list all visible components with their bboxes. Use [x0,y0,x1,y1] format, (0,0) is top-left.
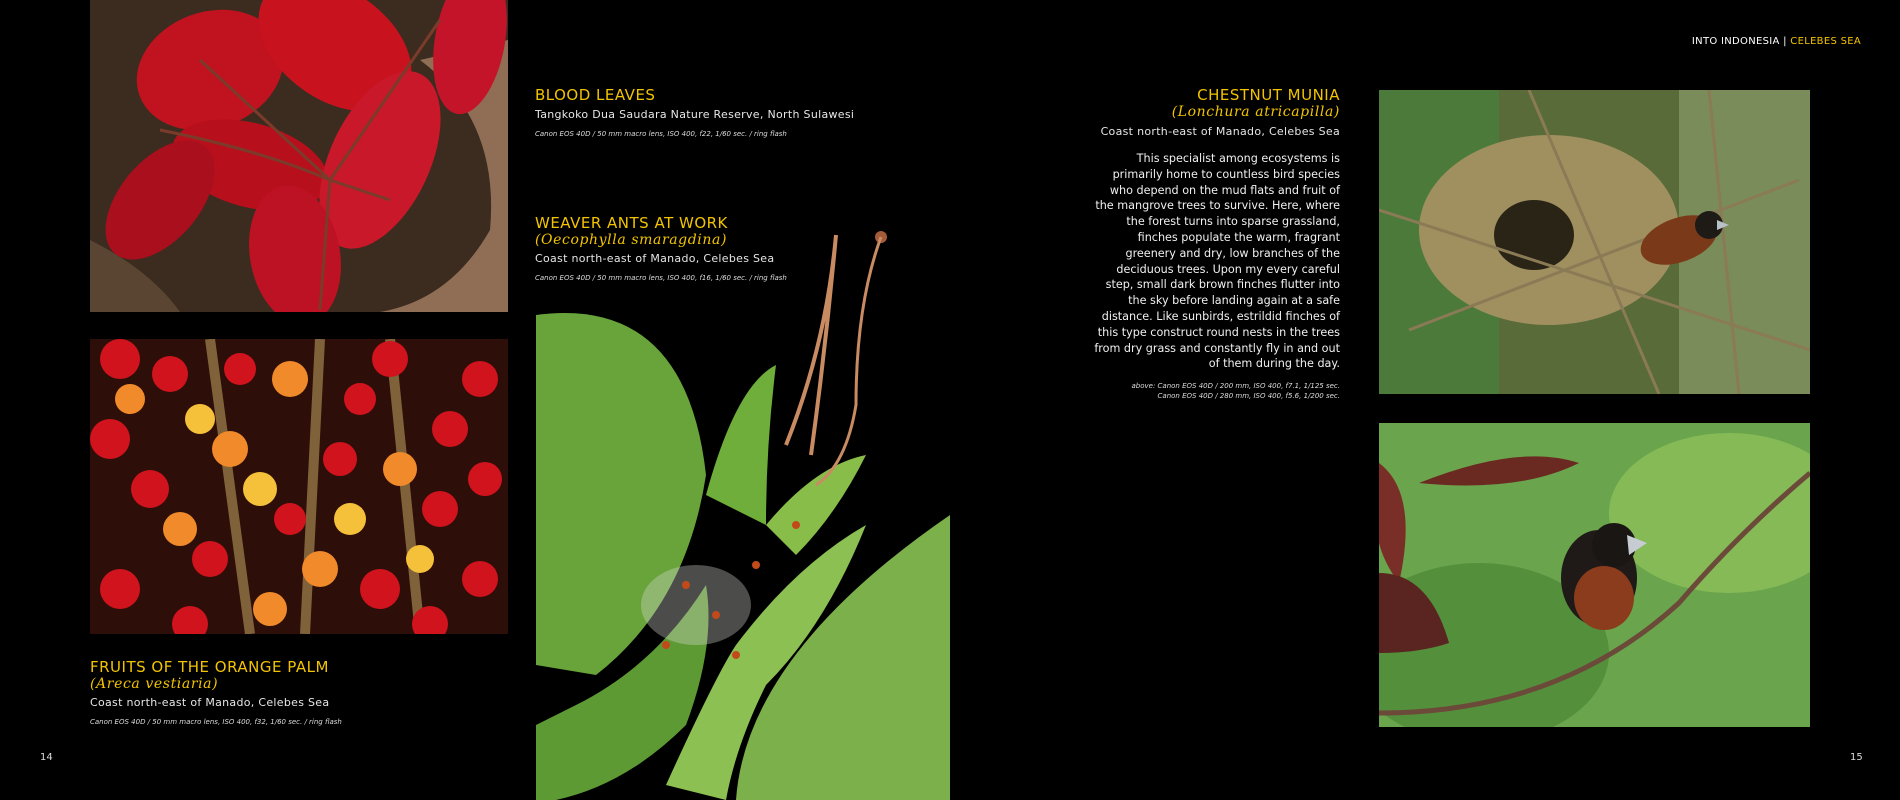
caption-camera-above: above: Canon EOS 40D / 200 mm, ISO 400, f7.1, 1/125 sec. [1131,382,1340,391]
caption-location: Tangkoko Dua Saudara Nature Reserve, North Sulawesi [535,108,855,121]
caption-location: Coast north-east of Manado, Celebes Sea [1100,125,1340,138]
article-body: This specialist among ecosystems is primarily home to countless bird species who depend on the mud flats and fruit of the mangrove trees to survive. Here, where the forest turns into sparse grassland, finches populate the warm, fragrant greenery and dry, low branches of the deciduous trees. Upon my every careful step, small dark brown finches flutter into the sky before landing again at a safe distance. Like sunbirds, estrildid finches of this type construct round nests in the trees from dry grass and constantly fly in and out of them during the day. [1094,152,1340,371]
photo-munia-nest [1379,90,1810,394]
page-number-left: 14 [40,752,53,763]
photo-orange-palm [90,339,508,634]
header-section: INTO INDONESIA [1691,36,1780,47]
caption-title: CHESTNUT MUNIA [1197,86,1340,104]
caption-location: Coast north-east of Manado, Celebes Sea [535,252,775,265]
caption-latin-name: (Lonchura atricapilla) [1171,104,1340,120]
caption-location: Coast north-east of Manado, Celebes Sea [90,696,330,709]
caption-camera-below: Canon EOS 40D / 280 mm, ISO 400, f5.6, 1/200 sec. [1157,392,1340,401]
caption-latin-name: (Oecophylla smaragdina) [535,232,728,248]
header-subsection: CELEBES SEA [1790,36,1861,47]
running-header [1692,36,1861,47]
caption-latin-name: (Areca vestiaria) [90,676,219,692]
caption-title: FRUITS OF THE ORANGE PALM [90,658,329,676]
page-number-right: 15 [1850,752,1863,763]
photo-munia-branch [1379,423,1810,727]
caption-weaver-ants [535,214,875,283]
photo-weaver-ants [536,225,950,800]
photo-blood-leaves [90,0,508,312]
caption-title: WEAVER ANTS AT WORK [535,214,728,232]
caption-camera: Canon EOS 40D / 50 mm macro lens, ISO 400, f16, 1/60 sec. / ring flash [535,274,787,282]
caption-blood-leaves [535,86,875,139]
header-separator: | [1783,36,1787,47]
caption-title: BLOOD LEAVES [535,86,656,104]
caption-chestnut-munia [1090,86,1340,401]
caption-camera: Canon EOS 40D / 50 mm macro lens, ISO 400, f32, 1/60 sec. / ring flash [90,718,342,726]
caption-camera: Canon EOS 40D / 50 mm macro lens, ISO 400, f22, 1/60 sec. / ring flash [535,130,787,138]
caption-orange-palm [90,658,430,727]
